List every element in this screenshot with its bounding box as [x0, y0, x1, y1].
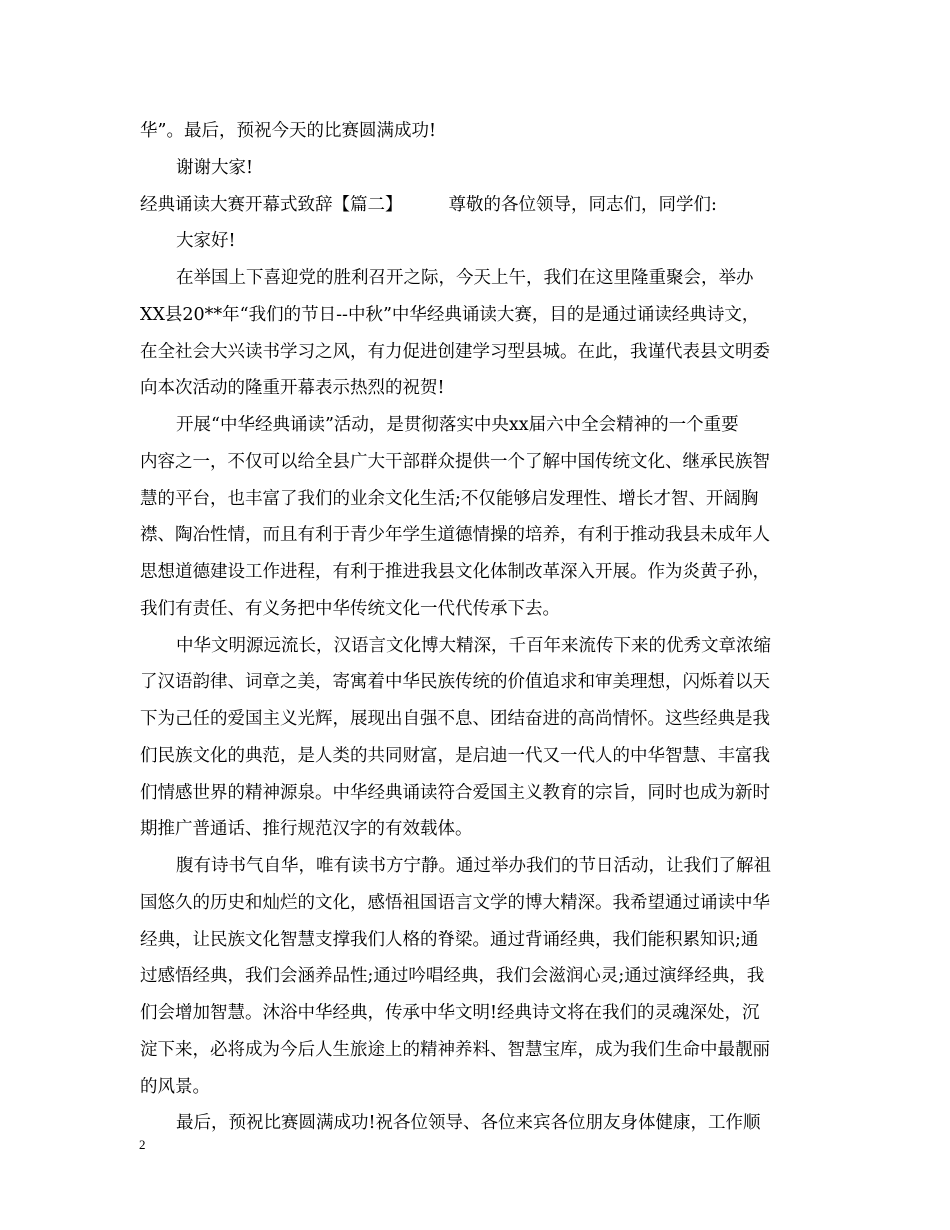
text-line: 经典，让民族文化智慧支撑我们人格的脊梁。通过背诵经典，我们能积累知识;通 [140, 929, 759, 950]
text-line: 最后，预祝比赛圆满成功!祝各位领导、各位来宾各位朋友身体健康，工作顺 [176, 1113, 761, 1134]
text-line: 期推广普通话、推行规范汉字的有效载体。 [140, 819, 473, 840]
text-line: 腹有诗书气自华，唯有读书方宁静。通过举办我们的节日活动，让我们了解祖 [176, 856, 771, 876]
text-line: 华”。最后，预祝今天的比赛圆满成功! [140, 121, 436, 141]
text-line: 大家好! [176, 231, 236, 252]
section-heading: 经典诵读大赛开幕式致辞【篇二】 [140, 194, 403, 215]
text-line: 我们有责任、有义务把中华传统文化一代代传承下去。 [140, 598, 560, 619]
text-line: 的风景。 [140, 1076, 210, 1097]
text-line: 向本次活动的隆重开幕表示热烈的祝贺! [140, 378, 445, 399]
text-line: 下为己任的爱国主义光辉，展现出自强不息、团结奋进的高尚情怀。这些经典是我 [140, 709, 770, 729]
text-line: 们民族文化的典范，是人类的共同财富，是启迪一代又一代人的中华智慧、丰富我 [140, 745, 770, 766]
text-line: 们会增加智慧。沐浴中华经典，传承中华文明!经典诗文将在我们的灵魂深处，沉 [140, 1003, 760, 1023]
text-line: 过感悟经典，我们会涵养品性;通过吟唱经典，我们会滋润心灵;通过演绎经典，我 [140, 966, 765, 987]
text-line: XX县20**年“我们的节日--中秋”中华经典诵读大赛，目的是通过诵读经典诗文， [140, 304, 760, 325]
text-line: 襟、陶冶性情，而且有利于青少年学生道德情操的培养，有利于推动我县未成年人 [140, 525, 770, 546]
text-line: 中华文明源远流长，汉语言文化博大精深，千百年来流传下来的优秀文章浓缩 [176, 635, 771, 656]
text-line: 在全社会大兴读书学习之风，有力促进创建学习型县城。在此，我谨代表县文明委 [140, 341, 770, 362]
text-line: 淀下来，必将成为今后人生旅途上的精神养料、智慧宝库，成为我们生命中最靓丽 [140, 1039, 770, 1060]
text-line: 国悠久的历史和灿烂的文化，感悟祖国语言文学的博大精深。我希望通过诵读中华 [140, 892, 770, 913]
text-line: 内容之一，不仅可以给全县广大干部群众提供一个了解中国传统文化、继承民族智 [140, 451, 770, 472]
salutation: 尊敬的各位领导，同志们，同学们: [448, 194, 717, 215]
text-line: 思想道德建设工作进程，有利于推进我县文化体制改革深入开展。作为炎黄子孙， [140, 562, 770, 582]
text-line: 们情感世界的精神源泉。中华经典诵读符合爱国主义教育的宗旨，同时也成为新时 [140, 782, 770, 803]
text-line: 慧的平台，也丰富了我们的业余文化生活;不仅能够启发理性、增长才智、开阔胸 [140, 488, 759, 509]
page-number: 2 [139, 1137, 146, 1152]
text-line: 在举国上下喜迎党的胜利召开之际，今天上午，我们在这里隆重聚会，举办 [176, 268, 754, 288]
section-heading-line [140, 187, 812, 224]
text-line: 开展“中华经典诵读”活动，是贯彻落实中央xx届六中全会精神的一个重要 [176, 415, 739, 435]
document-body [140, 113, 812, 1142]
text-line: 了汉语韵律、词章之美，寄寓着中华民族传统的价值追求和审美理想，闪烁着以天 [140, 672, 770, 693]
text-line: 谢谢大家! [176, 157, 254, 178]
